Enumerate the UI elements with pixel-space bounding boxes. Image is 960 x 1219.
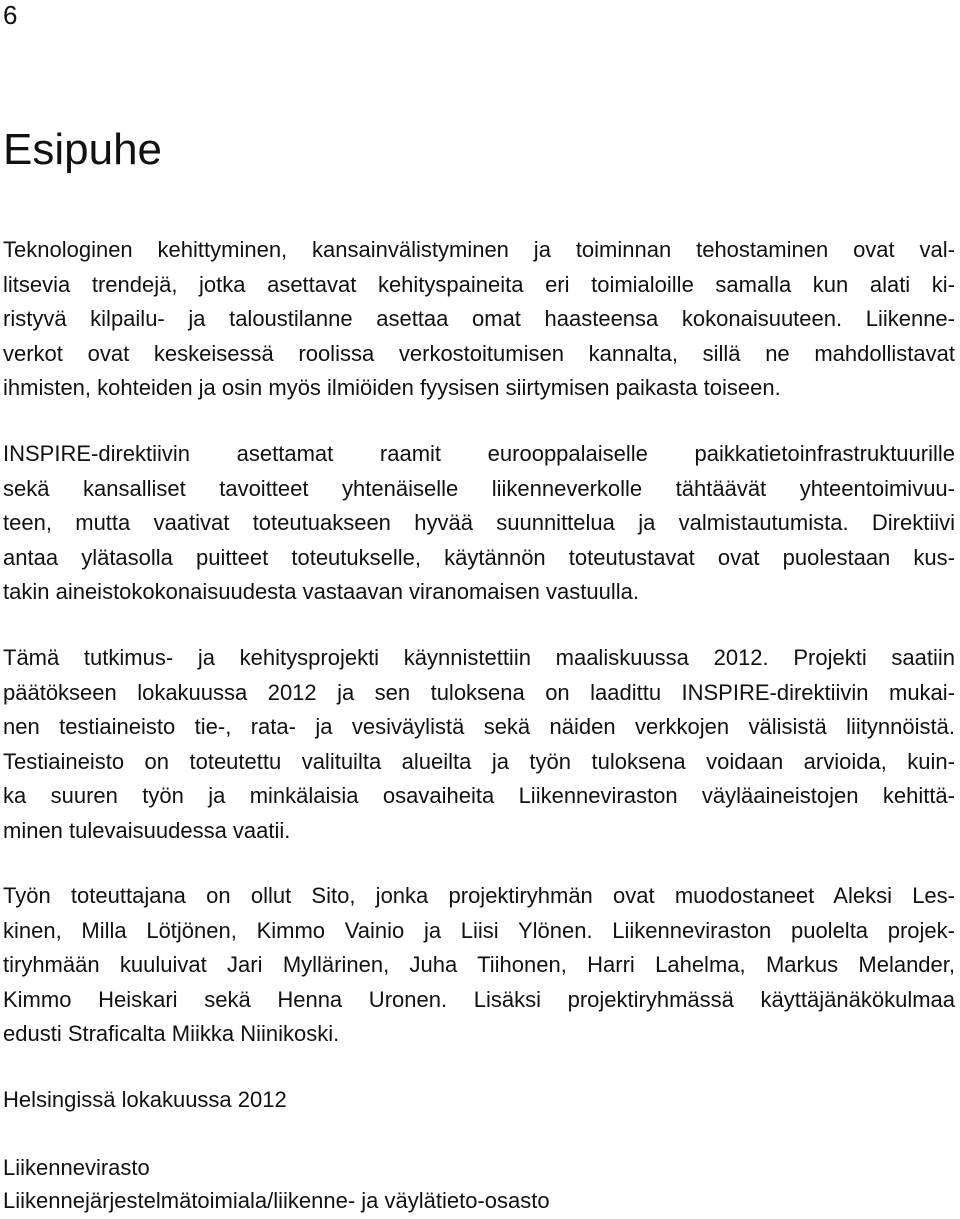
paragraph-3 bbox=[3, 641, 955, 848]
text-line: Testiaineisto on toteutettu valituilta alueilta ja työn tuloksena voidaan arvioida, kuin- bbox=[3, 748, 955, 774]
text-line: päätökseen lokakuussa 2012 ja sen tuloksena on laadittu INSPIRE-direktiivin mukai- bbox=[3, 679, 955, 705]
text-line: edusti Straficalta Miikka Niinikoski. bbox=[3, 1021, 340, 1046]
signature-organization: Liikennevirasto bbox=[3, 1155, 150, 1180]
text-line: litsevia trendejä, jotka asettavat kehityspaineita eri toimialoille samalla kun alati ki- bbox=[3, 271, 955, 297]
text-line: ristyvä kilpailu- ja taloustilanne asettaa omat haasteensa kokonaisuuteen. Liikenne- bbox=[3, 306, 955, 331]
text-line: minen tulevaisuudessa vaatii. bbox=[3, 817, 291, 843]
text-line: ka suuren työn ja minkälaisia osavaiheita Liikenneviraston väyläaineistojen kehittä- bbox=[3, 783, 955, 808]
text-line: Teknologinen kehittyminen, kansainvälistyminen ja toiminnan tehostaminen ovat val- bbox=[3, 237, 955, 262]
text-line: tiryhmään kuuluivat Jari Myllärinen, Juha Tiihonen, Harri Lahelma, Markus Melander, bbox=[3, 952, 955, 977]
text-line: teen, mutta vaativat toteutuakseen hyvää suunnittelua ja valmistautumista. Direktiivi bbox=[3, 510, 955, 535]
text-line: INSPIRE-direktiivin asettamat raamit eurooppalaiselle paikkatietoinfrastruktuurille bbox=[3, 441, 955, 466]
signature-department: Liikennejärjestelmätoimiala/liikenne- ja väylätieto-osasto bbox=[3, 1188, 550, 1213]
paragraph-4 bbox=[3, 879, 955, 1052]
paragraph-2 bbox=[3, 437, 955, 610]
text-line: sekä kansalliset tavoitteet yhtenäiselle liikenneverkolle tähtäävät yhteentoimivuu- bbox=[3, 475, 955, 501]
text-line: verkot ovat keskeisessä roolissa verkostoitumisen kannalta, sillä ne mahdollistavat bbox=[3, 340, 955, 366]
page-title: Esipuhe bbox=[3, 125, 163, 174]
text-line: Kimmo Heiskari sekä Henna Uronen. Lisäksi projektiryhmässä käyttäjänäkökulmaa bbox=[3, 986, 955, 1012]
text-line: ihmisten, kohteiden ja osin myös ilmiöiden fyysisen siirtymisen paikasta toiseen. bbox=[3, 375, 781, 400]
text-line: Työn toteuttajana on ollut Sito, jonka projektiryhmän ovat muodostaneet Aleksi Les- bbox=[3, 883, 955, 908]
paragraph-1 bbox=[3, 233, 955, 406]
text-line: takin aineistokokonaisuudesta vastaavan viranomaisen vastuulla. bbox=[3, 579, 639, 604]
text-line: nen testiaineisto tie-, rata- ja vesiväylistä sekä näiden verkkojen välisistä liitynnöistä. bbox=[3, 714, 955, 739]
text-line: Tämä tutkimus- ja kehitysprojekti käynnistettiin maaliskuussa 2012. Projekti saatiin bbox=[3, 645, 955, 670]
text-line: antaa ylätasolla puitteet toteutukselle, käytännön toteutustavat ovat puolestaan kus- bbox=[3, 544, 955, 570]
text-line: kinen, Milla Lötjönen, Kimmo Vainio ja Liisi Ylönen. Liikenneviraston puolelta projek- bbox=[3, 917, 955, 943]
date-line: Helsingissä lokakuussa 2012 bbox=[3, 1087, 287, 1112]
page-number: 6 bbox=[3, 0, 18, 30]
